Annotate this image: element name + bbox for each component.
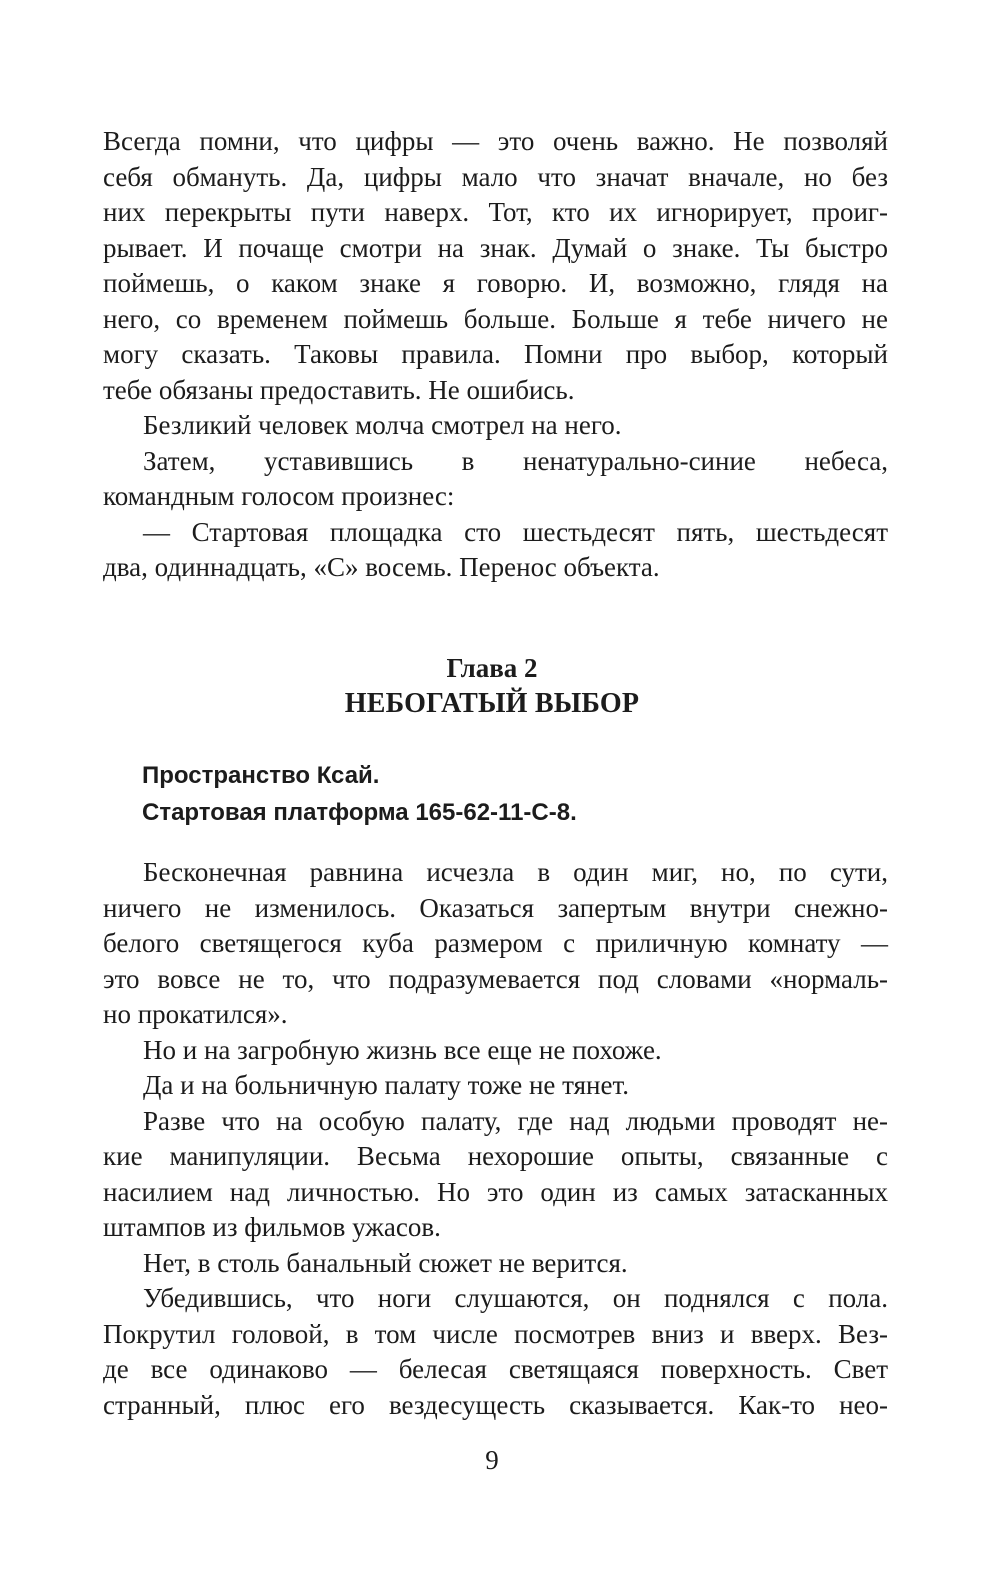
location-heading (142, 757, 577, 831)
text-line: кие манипуляции. Весьма нехорошие опыты, связанные с (103, 1141, 888, 1171)
text-line: тебе обязаны предоставить. Не ошибись. (103, 374, 575, 405)
text-line: странный, плюс его вездесущесть сказывается. Как-то нео- (103, 1389, 888, 1420)
text-line: Всегда помни, что цифры — это очень важно. Не позволяй (103, 126, 888, 156)
text-line: себя обмануть. Да, цифры мало что значат вначале, но без (103, 161, 888, 192)
top-text-block (103, 124, 888, 586)
text-line: него, со временем поймешь больше. Больше я тебе ничего не (103, 303, 888, 334)
chapter-number: Глава 2 (446, 653, 538, 683)
text-line: два, одиннадцать, «С» восемь. Перенос объекта. (103, 552, 660, 582)
text-line: Нет, в столь банальный сюжет не верится. (143, 1247, 628, 1278)
text-line: поймешь, о каком знаке я говорю. И, возможно, глядя на (103, 268, 888, 298)
text-line: — Стартовая площадка сто шестьдесят пять, шестьдесят (143, 516, 888, 547)
text-line: это вовсе не то, что подразумевается под словами «нормаль- (103, 963, 888, 994)
chapter-heading (0, 651, 984, 723)
text-line: Безликий человек молча смотрел на него. (143, 410, 622, 440)
text-line: Покрутил головой, в том числе посмотрев вниз и вверх. Вез- (103, 1318, 888, 1349)
location-line-2: Стартовая платформа 165-62-11-С-8. (142, 799, 577, 826)
page-number: 9 (485, 1445, 499, 1475)
text-line: Затем, уставившись в ненатурально-синие небеса, (143, 445, 888, 476)
text-line: белого светящегося куба размером с приличную комнату — (103, 928, 888, 958)
text-line: Но и на загробную жизнь все еще не похоже. (143, 1034, 662, 1065)
text-line: них перекрыты пути наверх. Тот, кто их игнорирует, проиг- (103, 197, 888, 227)
text-line: Убедившись, что ноги слушаются, он поднялся с пола. (143, 1283, 888, 1313)
main-text-block (103, 855, 888, 1423)
text-line: насилием над личностью. Но это один из самых затасканных (103, 1176, 888, 1207)
text-line: но прокатился». (103, 999, 288, 1029)
text-line: рывает. И почаще смотри на знак. Думай о знаке. Ты быстро (103, 232, 888, 263)
location-line-1: Пространство Ксай. (142, 762, 380, 789)
text-line: Бесконечная равнина исчезла в один миг, но, по сути, (143, 857, 888, 887)
text-line: Да и на больничную палату тоже не тянет. (143, 1070, 629, 1100)
text-line: де все одинаково — белесая светящаяся поверхность. Свет (103, 1354, 888, 1384)
text-line: ничего не изменилось. Оказаться запертым внутри снежно- (103, 892, 888, 923)
text-line: Разве что на особую палату, где над людьми проводят не- (143, 1105, 888, 1136)
text-line: штампов из фильмов ужасов. (103, 1212, 441, 1242)
text-line: командным голосом произнес: (103, 481, 455, 511)
chapter-title: НЕБОГАТЫЙ ВЫБОР (344, 688, 640, 719)
text-line: могу сказать. Таковы правила. Помни про выбор, который (103, 339, 888, 369)
